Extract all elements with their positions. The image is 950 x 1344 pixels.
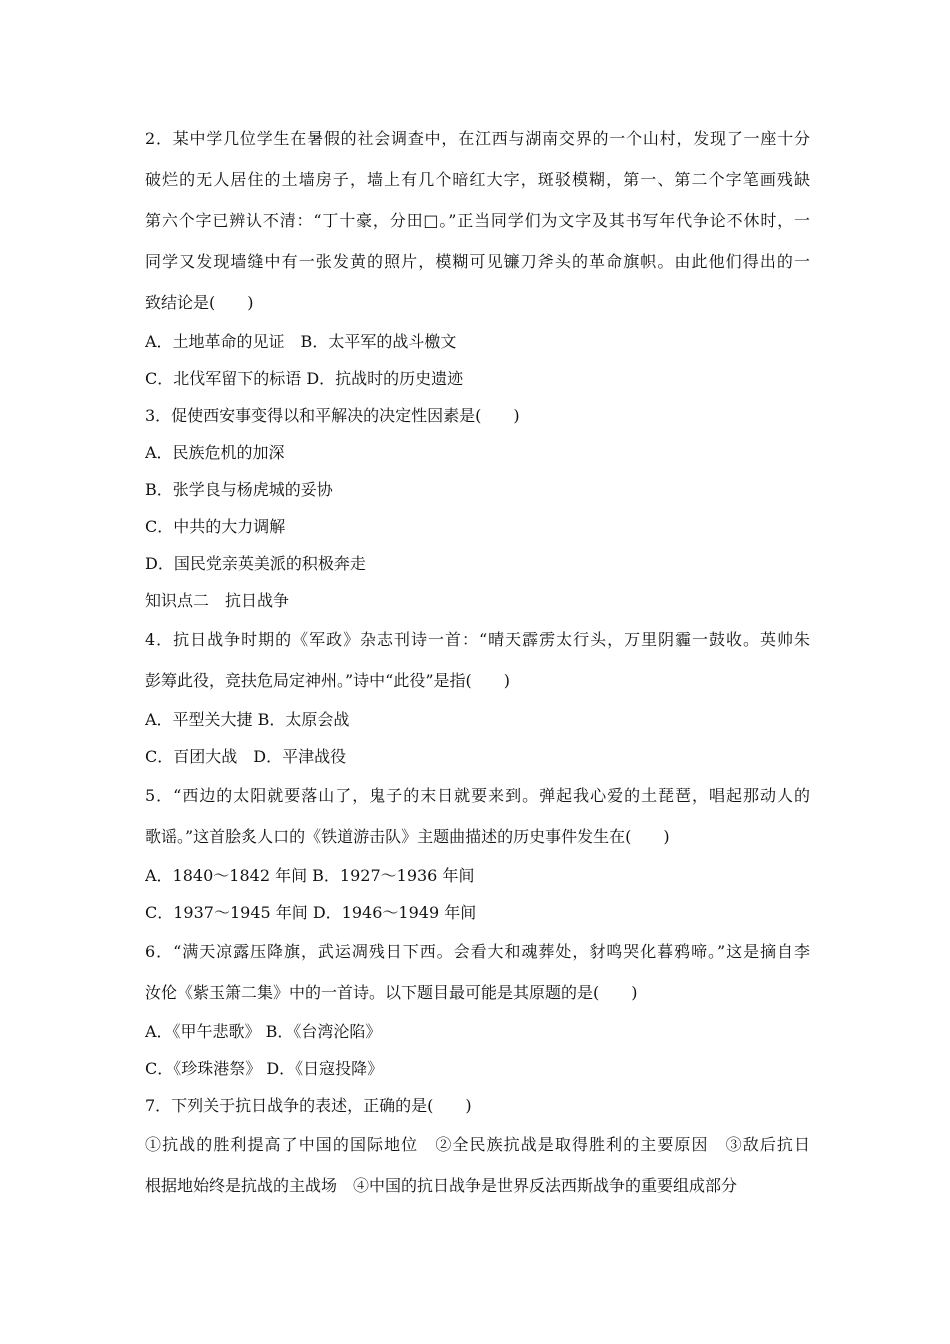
answer-option: B．张学良与杨虎城的妥协: [145, 480, 333, 499]
answer-option: C．中共的大力调解: [145, 517, 286, 536]
question-5: [145, 775, 810, 857]
document-page: [145, 118, 810, 1206]
answer-option: A．土地革命的见证 B．太平军的战斗檄文: [145, 332, 457, 351]
question-text-line: 4．抗日战争时期的《军政》杂志刊诗一首：“晴天霹雳太行头，万里阴霾一鼓收。英帅朱: [145, 630, 810, 649]
answer-option: A．民族危机的加深: [145, 443, 285, 462]
question-text-line: 2．某中学几位学生在暑假的社会调查中，在江西与湖南交界的一个山村，发现了一座十分: [145, 129, 810, 148]
question-text-line: 彭筹此役，竞扶危局定神州。”诗中“此役”是指( ): [145, 671, 511, 690]
question-text-line: 歌谣。”这首脍炙人口的《铁道游击队》主题曲描述的历史事件发生在( ): [145, 827, 670, 846]
statement-line: ①抗战的胜利提高了中国的国际地位 ②全民族抗战是取得胜利的主要原因 ③敌后抗日: [145, 1135, 810, 1154]
answer-option: C．百团大战 D．平津战役: [145, 747, 347, 766]
question-text-line: 6．“满天凉露压降旗，武运凋残日下西。会看大和魂葬处，豺鸣哭化暮鸦啼。”这是摘自李: [145, 942, 810, 961]
question-text-line: 致结论是( ): [145, 293, 254, 312]
answer-option: C．1937～1945 年间 D．1946～1949 年间: [145, 903, 477, 922]
answer-option: D．国民党亲英美派的积极奔走: [145, 554, 366, 573]
question-text-line: 同学又发现墙缝中有一张发黄的照片，模糊可见镰刀斧头的革命旗帜。由此他们得出的一: [145, 252, 810, 271]
answer-option: C．北伐军留下的标语 D．抗战时的历史遗迹: [145, 369, 464, 388]
question-7-statements: [145, 1124, 810, 1206]
question-text-line: 5．“西边的太阳就要落山了，鬼子的末日就要来到。弹起我心爱的土琵琶，唱起那动人的: [145, 786, 810, 805]
question-text-line: 汝伦《紫玉箫二集》中的一首诗。以下题目最可能是其原题的是( ): [145, 983, 638, 1002]
question-text-line: 破烂的无人居住的土墙房子，墙上有几个暗红大字，斑驳模糊，第一、第二个字笔画残缺: [145, 170, 810, 189]
question-6: [145, 931, 810, 1013]
answer-option: A．《甲午悲歌》 B．《台湾沦陷》: [145, 1022, 382, 1041]
question-2: [145, 118, 810, 323]
section-heading: 知识点二 抗日战争: [145, 591, 290, 610]
answer-option: A．平型关大捷 B．太原会战: [145, 710, 350, 729]
answer-option: C．《珍珠港祭》 D．《日寇投降》: [145, 1059, 384, 1078]
question-7-stem: 7．下列关于抗日战争的表述，正确的是( ): [145, 1096, 472, 1115]
answer-option: A．1840～1842 年间 B．1927～1936 年间: [145, 866, 475, 885]
question-text-line: 第六个字已辨认不清：“丁十豪，分田□。”正当同学们为文字及其书写年代争论不休时，一: [145, 211, 810, 230]
question-3-stem: 3．促使西安事变得以和平解决的决定性因素是( ): [145, 406, 520, 425]
question-4: [145, 619, 810, 701]
statement-line: 根据地始终是抗战的主战场 ④中国的抗日战争是世界反法西斯战争的重要组成部分: [145, 1176, 738, 1195]
